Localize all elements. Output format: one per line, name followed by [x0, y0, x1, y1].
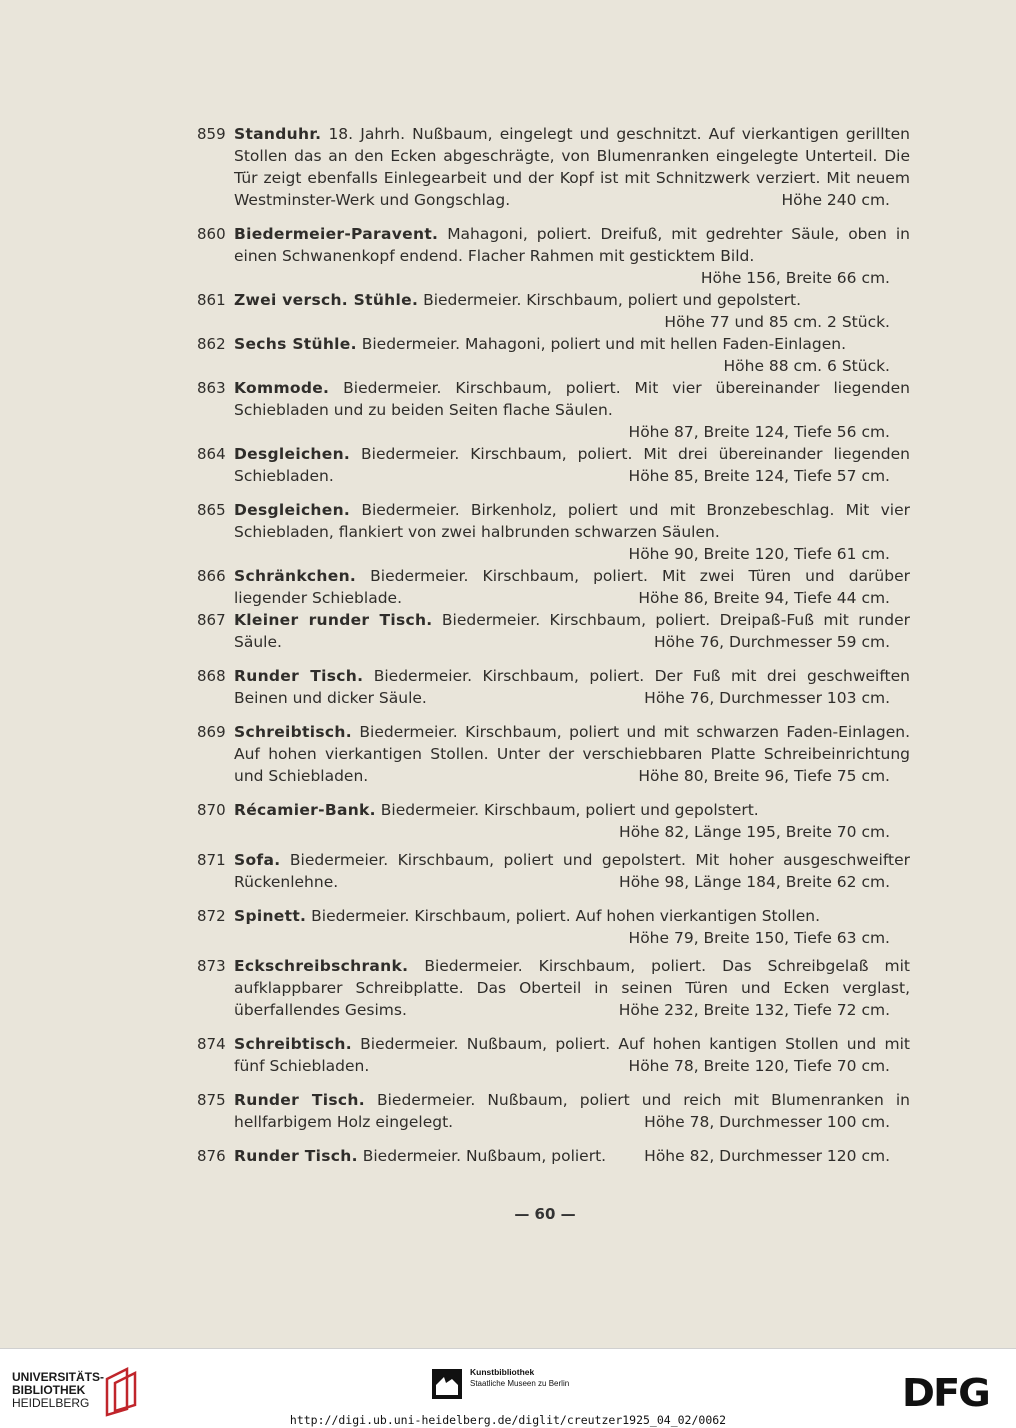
entry-text: [234, 565, 910, 609]
entry-number: 861: [197, 291, 226, 309]
entry-measurements: Höhe 82, Durchmesser 120 cm.: [644, 1147, 890, 1165]
entry-title: Zwei versch. Stühle.: [234, 291, 419, 309]
entry-number: 867: [197, 611, 226, 629]
entry-text: [234, 955, 910, 1021]
ub-logo-line3: HEIDELBERG: [12, 1396, 90, 1410]
entry-867: [192, 609, 910, 653]
entry-title: Schränkchen.: [234, 567, 357, 585]
entry-measurements: Höhe 78, Durchmesser 100 cm.: [644, 1113, 890, 1131]
entry-measurements: Höhe 98, Länge 184, Breite 62 cm.: [619, 873, 890, 891]
entry-description: Biedermeier. Kirschbaum, poliert und gepolstert. Mit hoher ausgeschweifter Rückenlehne.: [234, 851, 910, 891]
entry-text: [234, 665, 910, 709]
entry-870: [192, 799, 910, 843]
entry-title: Biedermeier-Paravent.: [234, 225, 439, 243]
entry-description: Biedermeier. Nußbaum, poliert.: [362, 1147, 607, 1165]
entry-number: 872: [197, 907, 226, 925]
entry-description: Biedermeier. Kirschbaum, poliert und gepolstert.: [423, 291, 802, 309]
entry-title: Kleiner runder Tisch.: [234, 611, 433, 629]
entry-title: Sechs Stühle.: [234, 335, 357, 353]
kb-line2: Staatliche Museen zu Berlin: [470, 1379, 570, 1388]
entry-measurements: Höhe 76, Durchmesser 59 cm.: [654, 633, 890, 651]
entry-title: Standuhr.: [234, 125, 322, 143]
entry-text: [234, 499, 910, 543]
entry-measurements: Höhe 80, Breite 96, Tiefe 75 cm.: [638, 767, 890, 785]
entry-865: [192, 499, 910, 565]
entry-text: [234, 123, 910, 211]
digitization-footer: [0, 1348, 1016, 1428]
entry-text: [234, 799, 910, 821]
entry-measurements: Höhe 82, Länge 195, Breite 70 cm.: [619, 823, 890, 841]
entry-876: [192, 1145, 910, 1167]
ub-book-mark-icon: [103, 1365, 139, 1417]
ub-heidelberg-logo[interactable]: [12, 1371, 104, 1410]
entry-text: [234, 289, 910, 311]
entry-measurements: Höhe 156, Breite 66 cm.: [700, 269, 890, 287]
entry-number: 870: [197, 801, 226, 819]
entry-text: [234, 609, 910, 653]
kb-line1: Kunstbibliothek: [470, 1367, 535, 1377]
entry-measurements: Höhe 232, Breite 132, Tiefe 72 cm.: [618, 1001, 890, 1019]
entry-measurements: Höhe 76, Durchmesser 103 cm.: [644, 689, 890, 707]
entry-description: Biedermeier. Kirschbaum, poliert und mit schwarzen Faden-Einlagen. Auf hohen vierkantigen Stollen. Unter der verschiebbaren Platte Schreibeinrichtung und Schiebladen.: [234, 723, 910, 785]
entry-title: Schreibtisch.: [234, 1035, 352, 1053]
entry-number: 859: [197, 125, 226, 143]
entry-number: 866: [197, 567, 226, 585]
entry-text: [234, 905, 910, 927]
entry-number: 869: [197, 723, 226, 741]
entry-description: Biedermeier. Kirschbaum, poliert. Auf hohen vierkantigen Stollen.: [311, 907, 821, 925]
catalog-entries: [192, 123, 910, 1167]
entry-title: Desgleichen.: [234, 445, 351, 463]
entry-title: Spinett.: [234, 907, 307, 925]
kunstbibliothek-logo-icon: [432, 1369, 462, 1399]
page-number: — 60 —: [514, 1205, 576, 1223]
entry-number: 875: [197, 1091, 226, 1109]
ub-logo-line1: UNIVERSITÄTS-: [12, 1370, 105, 1384]
entry-text: [234, 1089, 910, 1133]
entry-863: [192, 377, 910, 443]
entry-text: [234, 721, 910, 787]
ub-logo-line2: BIBLIOTHEK: [12, 1383, 86, 1397]
entry-title: Eckschreibschrank.: [234, 957, 409, 975]
entry-number: 868: [197, 667, 226, 685]
entry-text: [234, 1145, 910, 1167]
entry-number: 863: [197, 379, 226, 397]
entry-description: Biedermeier. Kirschbaum, poliert. Das Schreibgelaß mit aufklappbarer Schreibplatte. Das Oberteil in seinen Türen und Ecken verglast, überfallendes Gesims.: [234, 957, 910, 1019]
entry-text: [234, 377, 910, 421]
entry-number: 865: [197, 501, 226, 519]
entry-number: 871: [197, 851, 226, 869]
entry-title: Schreibtisch.: [234, 723, 352, 741]
entry-869: [192, 721, 910, 787]
entry-measurements: Höhe 79, Breite 150, Tiefe 63 cm.: [628, 929, 890, 947]
entry-text: [234, 849, 910, 893]
entry-text: [234, 223, 910, 267]
permalink-url[interactable]: http://digi.ub.uni-heidelberg.de/diglit/creutzer1925_04_02/0062: [289, 1413, 727, 1427]
kunstbibliothek-label[interactable]: [470, 1367, 569, 1389]
entry-text: [234, 333, 910, 355]
entry-measurements: Höhe 88 cm. 6 Stück.: [723, 357, 890, 375]
entry-description: Biedermeier. Kirschbaum, poliert. Der Fuß mit drei geschweiften Beinen und dicker Säule.: [234, 667, 910, 707]
entry-873: [192, 955, 910, 1021]
entry-description: Mahagoni, poliert. Dreifuß, mit gedrehter Säule, oben in einen Schwanenkopf endend. Flacher Rahmen mit gesticktem Bild.: [234, 225, 910, 265]
entry-number: 874: [197, 1035, 226, 1053]
entry-measurements: Höhe 90, Breite 120, Tiefe 61 cm.: [628, 545, 890, 563]
entry-measurements: Höhe 86, Breite 94, Tiefe 44 cm.: [638, 589, 890, 607]
entry-description: Biedermeier. Kirschbaum, poliert. Dreipaß-Fuß mit runder Säule.: [234, 611, 910, 651]
entry-description: Biedermeier. Nußbaum, poliert und reich mit Blumenranken in hellfarbigem Holz eingelegt.: [234, 1091, 910, 1131]
entry-measurements: Höhe 85, Breite 124, Tiefe 57 cm.: [628, 467, 890, 485]
entry-measurements: Höhe 78, Breite 120, Tiefe 70 cm.: [628, 1057, 890, 1075]
entry-text: [234, 443, 910, 487]
entry-864: [192, 443, 910, 487]
entry-measurements: Höhe 87, Breite 124, Tiefe 56 cm.: [628, 423, 890, 441]
entry-number: 864: [197, 445, 226, 463]
entry-title: Récamier-Bank.: [234, 801, 376, 819]
dfg-logo[interactable]: DFG: [901, 1371, 989, 1415]
entry-description: Biedermeier. Mahagoni, poliert und mit hellen Faden-Einlagen.: [361, 335, 847, 353]
entry-875: [192, 1089, 910, 1133]
entry-title: Desgleichen.: [234, 501, 351, 519]
entry-title: Runder Tisch.: [234, 1091, 365, 1109]
entry-text: [234, 1033, 910, 1077]
entry-859: [192, 123, 910, 211]
entry-866: [192, 565, 910, 609]
entry-862: [192, 333, 910, 377]
entry-description: Biedermeier. Kirschbaum, poliert. Mit vier übereinander liegenden Schiebladen und zu beiden Seiten flache Säulen.: [234, 379, 910, 419]
entry-number: 860: [197, 225, 226, 243]
entry-description: Biedermeier. Kirschbaum, poliert und gepolstert.: [380, 801, 759, 819]
entry-title: Runder Tisch.: [234, 667, 364, 685]
entry-871: [192, 849, 910, 893]
entry-description: Biedermeier. Kirschbaum, poliert. Mit drei übereinander liegenden Schiebladen.: [234, 445, 910, 485]
entry-title: Runder Tisch.: [234, 1147, 358, 1165]
entry-description: Biedermeier. Birkenholz, poliert und mit Bronzebeschlag. Mit vier Schiebladen, flankiert von zwei halbrunden schwarzen Säulen.: [234, 501, 910, 541]
entry-description: Biedermeier. Kirschbaum, poliert. Mit zwei Türen und darüber liegender Schieblade.: [234, 567, 910, 607]
entry-872: [192, 905, 910, 949]
entry-number: 873: [197, 957, 226, 975]
entry-measurements: Höhe 77 und 85 cm. 2 Stück.: [664, 313, 890, 331]
entry-title: Kommode.: [234, 379, 330, 397]
entry-861: [192, 289, 910, 333]
entry-868: [192, 665, 910, 709]
entry-measurements: Höhe 240 cm.: [781, 191, 890, 209]
entry-number: 862: [197, 335, 226, 353]
entry-874: [192, 1033, 910, 1077]
entry-860: [192, 223, 910, 289]
entry-description: 18. Jahrh. Nußbaum, eingelegt und geschnitzt. Auf vierkantigen gerillten Stollen das an den Ecken abgeschrägte, von Blumenranken eingelegte Unterteil. Die Tür zeigt ebenfalls Einlegearbeit und der Kopf ist mit Schnitzwerk verziert. Mit neuem Westminster-Werk und Gongschlag.: [234, 125, 910, 209]
entry-description: Biedermeier. Nußbaum, poliert. Auf hohen kantigen Stollen und mit fünf Schiebladen.: [234, 1035, 910, 1075]
entry-title: Sofa.: [234, 851, 281, 869]
entry-number: 876: [197, 1147, 226, 1165]
